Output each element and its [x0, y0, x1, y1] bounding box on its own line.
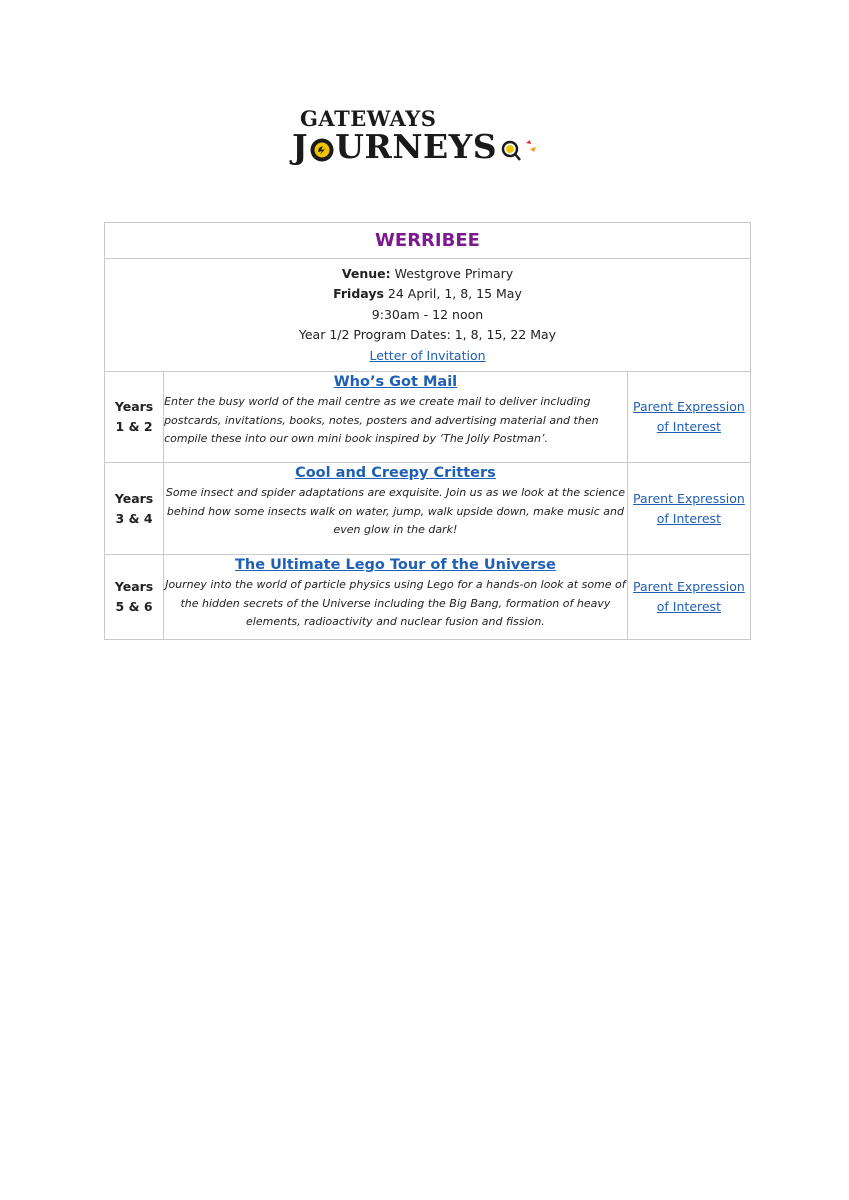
day-line — [105, 284, 750, 305]
program-description: Enter the busy world of the mail centre as we create mail to deliver including postcards, invitations, books, notes, posters and advertising material and then compile these into our own mini book inspired by ‘The Jolly Postman’. — [164, 395, 599, 445]
years-label: Years — [114, 579, 154, 594]
years-cell — [105, 555, 164, 640]
program-description-cell — [164, 372, 628, 463]
link-line-1[interactable]: Parent Expression — [632, 399, 745, 414]
years-range: 1 & 2 — [115, 419, 153, 434]
years-label: Years — [114, 399, 154, 414]
program-description: Journey into the world of particle physics using Lego for a hands-on look at some of the hidden secrets of the Universe including the Big Bang, formation of heavy elements, radioactivity and nuclear fusion and fission. — [165, 578, 626, 628]
program-row — [105, 555, 751, 640]
location-heading: WERRIBEE — [105, 223, 751, 259]
program-title-link[interactable]: Who’s Got Mail — [333, 374, 458, 390]
years-range: 5 & 6 — [115, 599, 153, 614]
program-description-cell — [164, 555, 628, 640]
parent-expression-of-interest-link[interactable] — [627, 555, 750, 640]
years-range: 3 & 4 — [115, 510, 153, 526]
program-row — [105, 463, 751, 555]
link-line-2[interactable]: of Interest — [656, 419, 721, 434]
logo-line-journeys — [292, 127, 497, 167]
logo-letters-urney: URNEY — [335, 127, 473, 166]
link-line-2[interactable]: of Interest — [656, 510, 721, 526]
venue-value: Westgrove Primary — [394, 265, 514, 281]
venue-details — [105, 259, 751, 372]
venue-line — [105, 264, 750, 285]
magnifier-icon — [496, 139, 552, 169]
program-description: Some insect and spider adaptations are exquisite. Join us as we look at the science behind how some insects walk on water, jump, walk upside down, make music and even glow in the dark! — [165, 486, 625, 536]
parent-expression-of-interest-link[interactable] — [627, 463, 750, 555]
lightbulb-icon — [308, 131, 335, 161]
parent-expression-of-interest-link[interactable] — [627, 372, 750, 463]
logo-letter-j: J — [292, 127, 309, 166]
link-line-1[interactable]: Parent Expression — [632, 579, 745, 594]
program-title-link[interactable]: The Ultimate Lego Tour of the Universe — [235, 557, 556, 573]
time-line: 9:30am - 12 noon — [371, 306, 484, 322]
program-table — [104, 222, 751, 640]
day-value: 24 April, 1, 8, 15 May — [387, 286, 522, 302]
logo-line-gateways: GATEWAYS — [300, 106, 437, 131]
program-description-cell — [164, 463, 628, 555]
year12-dates-line: Year 1/2 Program Dates: 1, 8, 15, 22 May — [298, 327, 557, 343]
day-label: Fridays — [333, 286, 384, 302]
link-line-1[interactable]: Parent Expression — [632, 490, 745, 506]
letter-of-invitation-link[interactable]: Letter of Invitation — [369, 347, 486, 363]
years-cell — [105, 372, 164, 463]
logo-letter-s: S — [472, 127, 498, 166]
link-line-2[interactable]: of Interest — [656, 599, 721, 614]
program-title-link[interactable]: Cool and Creepy Critters — [295, 465, 496, 481]
years-label: Years — [114, 490, 154, 506]
years-cell — [105, 463, 164, 555]
gateways-journeys-logo — [292, 106, 572, 168]
venue-label: Venue: — [341, 265, 391, 281]
program-row — [105, 372, 751, 463]
